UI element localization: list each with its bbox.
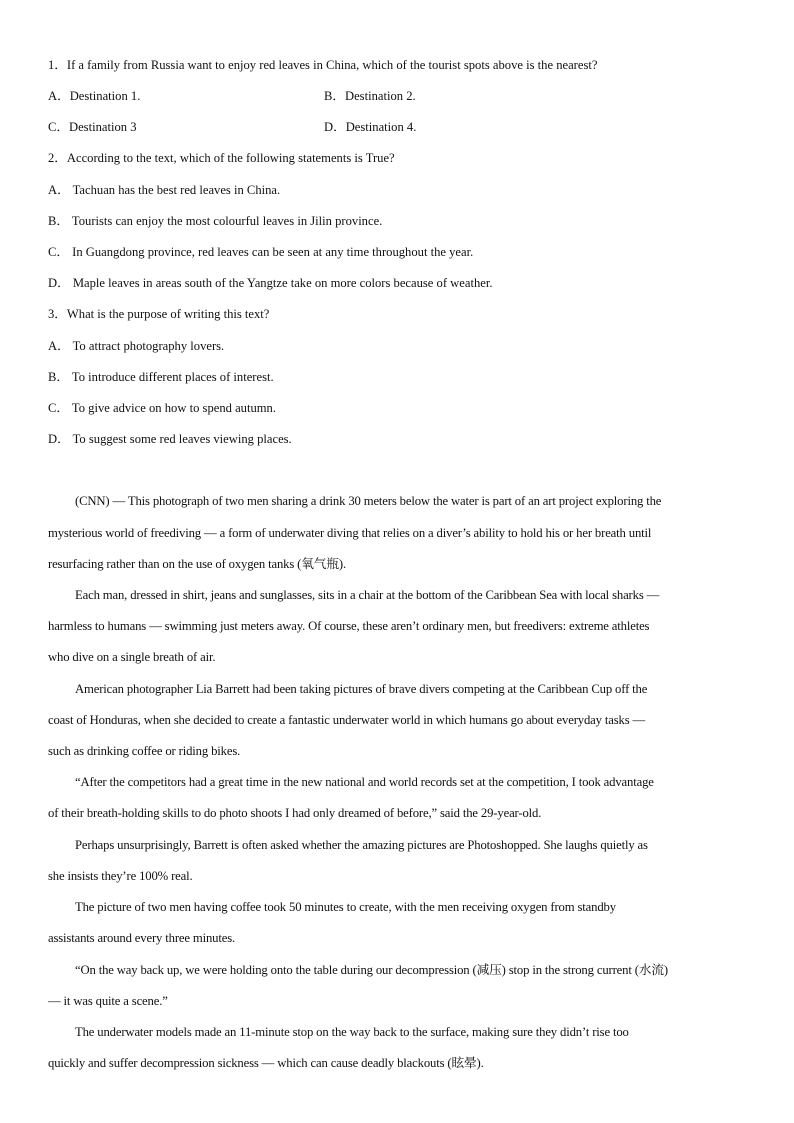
passage-line: she insists they’re 100% real.	[48, 869, 193, 883]
passage-line: assistants around every three minutes.	[48, 931, 236, 945]
question-3-stem: 3．What is the purpose of writing this text?	[48, 307, 270, 321]
passage-line: quickly and suffer decompression sickness — which can cause deadly blackouts (眩晕).	[48, 1056, 484, 1070]
passage-line: — it was quite a scene.”	[48, 994, 168, 1008]
passage-line: who dive on a single breath of air.	[48, 650, 216, 664]
passage-line: (CNN) — This photograph of two men sharing a drink 30 meters below the water is part of an art project exploring the	[75, 494, 662, 508]
passage-line: American photographer Lia Barrett had been taking pictures of brave divers competing at the Caribbean Cup off the	[75, 682, 648, 696]
question-2-option-d: D． Maple leaves in areas south of the Yangtze take on more colors because of weather.	[48, 276, 493, 290]
question-3-option-d: D． To suggest some red leaves viewing places.	[48, 432, 292, 446]
passage-line: “After the competitors had a great time in the new national and world records set at the competition, I took advantage	[75, 775, 654, 789]
passage-line: of their breath-holding skills to do photo shoots I had only dreamed of before,” said the 29-year-old.	[48, 806, 542, 820]
question-2-option-c: C． In Guangdong province, red leaves can be seen at any time throughout the year.	[48, 245, 474, 259]
question-1-option-d: D．Destination 4.	[324, 120, 417, 134]
passage-line: mysterious world of freediving — a form of underwater diving that relies on a diver’s ability to hold his or her breath until	[48, 526, 652, 540]
passage-line: Perhaps unsurprisingly, Barrett is often asked whether the amazing pictures are Photoshopped. She laughs quietly as	[75, 838, 648, 852]
passage-line: coast of Honduras, when she decided to create a fantastic underwater world in which humans go about everyday tasks —	[48, 713, 646, 727]
passage-line: The underwater models made an 11-minute stop on the way back to the surface, making sure they didn’t rise too	[75, 1025, 629, 1039]
question-2-option-a: A． Tachuan has the best red leaves in China.	[48, 183, 281, 197]
passage-line: harmless to humans — swimming just meters away. Of course, these aren’t ordinary men, but freedivers: extreme athletes	[48, 619, 650, 633]
passage-line: such as drinking coffee or riding bikes.	[48, 744, 241, 758]
question-2-option-b: B． Tourists can enjoy the most colourful leaves in Jilin province.	[48, 214, 383, 228]
passage-line: “On the way back up, we were holding onto the table during our decompression (减压) stop in the strong current (水流)	[75, 963, 668, 977]
question-2-stem: 2．According to the text, which of the following statements is True?	[48, 151, 395, 165]
question-1-option-b: B．Destination 2.	[324, 89, 416, 103]
passage-line: Each man, dressed in shirt, jeans and sunglasses, sits in a chair at the bottom of the Caribbean Sea with local sharks —	[75, 588, 660, 602]
passage-line: The picture of two men having coffee took 50 minutes to create, with the men receiving oxygen from standby	[75, 900, 616, 914]
question-1-stem: 1．If a family from Russia want to enjoy red leaves in China, which of the tourist spots above is the nearest?	[48, 58, 598, 72]
question-3-option-b: B． To introduce different places of interest.	[48, 370, 274, 384]
question-3-option-a: A． To attract photography lovers.	[48, 339, 225, 353]
question-3-option-c: C． To give advice on how to spend autumn.	[48, 401, 276, 415]
question-1-option-c: C．Destination 3	[48, 120, 137, 134]
question-1-option-a: A．Destination 1.	[48, 89, 141, 103]
passage-line: resurfacing rather than on the use of oxygen tanks (氧气瓶).	[48, 557, 346, 571]
